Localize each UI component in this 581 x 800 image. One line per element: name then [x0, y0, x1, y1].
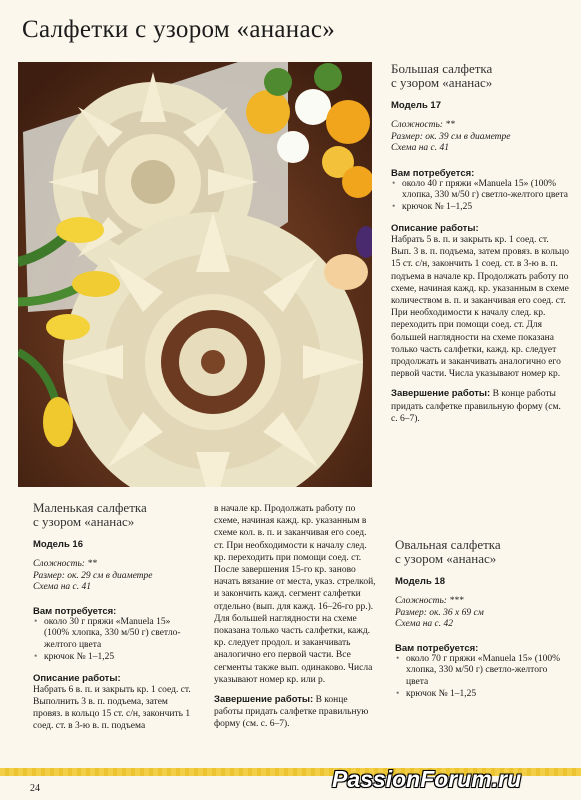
page-number: 24 [30, 783, 40, 794]
model-18-materials-list [395, 654, 567, 701]
model-18-materials-heading: Вам потребуется: [395, 642, 479, 654]
model-16-scheme: Схема на с. 41 [33, 582, 92, 592]
model-17-section [391, 62, 569, 425]
model-17-finish [391, 388, 569, 425]
model-17-complexity: Сложность: ** [391, 120, 455, 130]
list-item: • около 40 г пряжи «Manuela 15» (100% хлопка, 330 м/50 г) светло-желтого цвета [391, 179, 569, 203]
model-17-materials-heading: Вам потребуется: [391, 167, 475, 179]
model-17-materials-list [391, 179, 569, 214]
model-18-title-line1: Овальная салфетка [395, 537, 501, 552]
doily-photo [18, 62, 372, 487]
model-16-continued [214, 503, 378, 731]
model-17-title-line1: Большая салфетка [391, 61, 493, 76]
egg-left [324, 254, 368, 290]
doily-photo-illustration [18, 62, 372, 487]
model-18-section [395, 538, 567, 701]
model-17-size: Размер: ок. 39 см в диаметре [391, 131, 511, 142]
model-16-materials-heading: Вам потребуется: [33, 605, 117, 617]
model-16-description-part2: в начале кр. Продолжать работу по схеме, начиная кажд. кр. указанным в схеме кол. в. п. и заканчивая его соед. ст. При необходимости к началу след. кр. переходить при помощи соед. ст. После завершения 15-го кр. заново начать вязание от места, указ. стрелкой, и закончить кажд. сегмент салфетки отдельно (вып. для кажд. 16–26-го рр.). Для большей наглядности на схеме показана только часть салфетки, кажд. кр. следует продол. и заканчивать аналогично его первой части. Все сегменты также вып. одинаково. Числа указывают номер кр. или р. [214, 504, 376, 685]
model-17-scheme: Схема на с. 41 [391, 143, 450, 153]
model-17-description: Набрать 5 в. п. и закрыть кр. 1 соед. ст. Вып. 3 в. п. подъема, затем провяз. в кольцо 15 ст. с/н, закончить 1 соед. ст. в 3-ю в. п. подъема в начале кр. Продолжать работу по схеме, начиная кажд. кр. указанным в схеме количеством в. п. и заканчивая его соед. ст. При необходимости к началу след. кр. переходить при помощи соед. ст. Для большей наглядности на схеме показана только часть салфетки, кажд. кр. следует продолжать и заканчивать аналогично его первой части. Числа указывают номер кр. [391, 234, 570, 380]
model-17-finish-heading: Завершение работы: [391, 388, 491, 400]
model-16-materials-list [33, 617, 197, 664]
model-16-title-line1: Маленькая салфетка [33, 500, 147, 515]
model-16-finish-text: В конце работы придать салфетке правильную форму (см. с. 6–7). [214, 695, 369, 730]
model-16-title-line2: с узором «ананас» [33, 514, 135, 529]
model-16-description-part1: Набрать 6 в. п. и закрыть кр. 1 соед. ст. Выполнить 3 в. п. подъема, затем провяз. в кольцо 15 ст. с/н, закончить 1 соед. ст. в 3-ю в. п. подъема [33, 684, 191, 732]
list-item: • около 30 г пряжи «Manuela 15» (100% хлопка, 330 м/50 г) светло-желтого цвета [33, 617, 197, 652]
model-17-label: Модель 17 [391, 100, 441, 111]
list-item: • около 70 г пряжи «Manuela 15» (100% хлопка, 330 м/50 г) светло-желтого цвета [395, 654, 567, 689]
model-18-scheme: Схема на с. 42 [395, 619, 454, 629]
model-16-section [33, 501, 197, 733]
model-18-complexity: Сложность: *** [395, 596, 464, 606]
list-item: • крючок № 1–1,25 [33, 652, 197, 664]
model-17-title-line2: с узором «ананас» [391, 75, 493, 90]
page-title: Салфетки с узором «ананас» [22, 16, 336, 43]
list-item: • крючок № 1–1,25 [395, 689, 567, 701]
model-18-title-line2: с узором «ананас» [395, 551, 497, 566]
list-item: • крючок № 1–1,25 [391, 202, 569, 214]
model-16-finish-heading: Завершение работы: [214, 694, 314, 706]
model-18-label: Модель 18 [395, 576, 445, 587]
model-17-description-heading: Описание работы: [391, 222, 479, 234]
model-16-description-heading: Описание работы: [33, 672, 121, 684]
model-16-finish [214, 694, 378, 731]
site-watermark: PassionForum.ru [332, 766, 522, 792]
model-16-label: Модель 16 [33, 539, 83, 550]
model-17-finish-text: В конце работы придать салфетке правильную форму (см. с. 6–7). [391, 389, 561, 424]
model-16-size: Размер: ок. 29 см в диаметре [33, 570, 153, 581]
model-16-complexity: Сложность: ** [33, 559, 97, 569]
model-18-size: Размер: ок. 36 х 69 см [395, 607, 484, 618]
